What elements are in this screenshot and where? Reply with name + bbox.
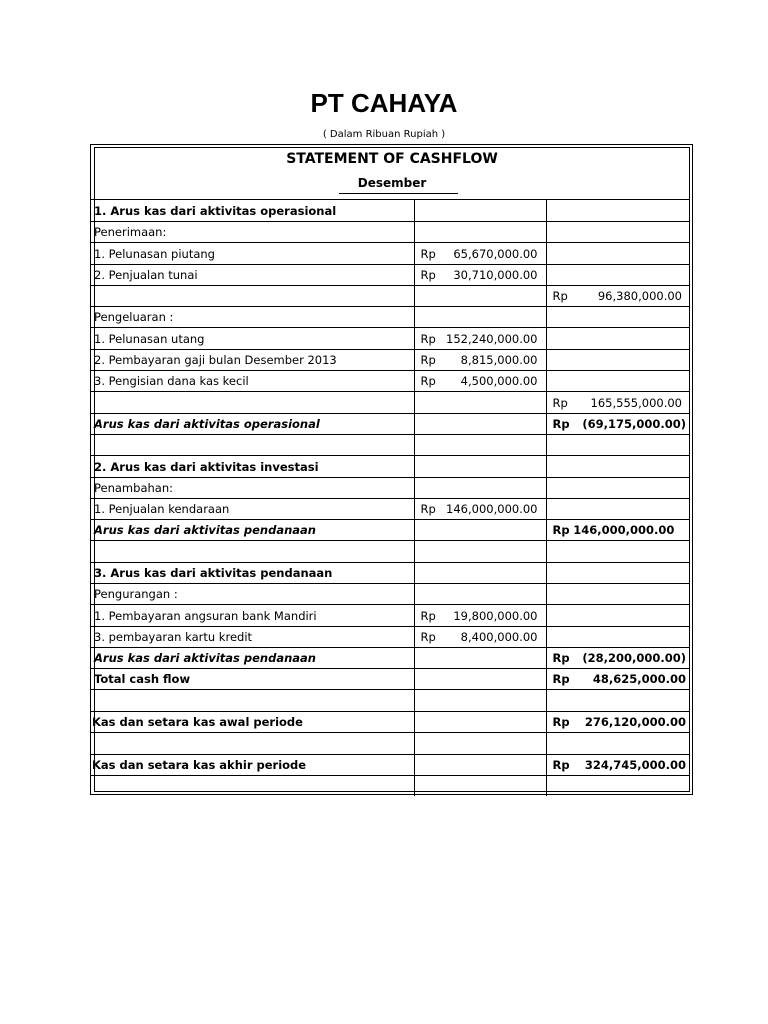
section-header-pendanaan: 3. Arus kas dari aktivitas pendanaan <box>91 563 414 584</box>
penjualan-kendaraan-label: 1. Penjualan kendaraan <box>91 499 414 520</box>
currency-label: Rp <box>420 374 436 388</box>
kas-kecil-amount: 4,500,000.00 <box>460 374 538 388</box>
currency-label: Rp <box>420 268 436 282</box>
pelunasan-piutang-label: 1. Pelunasan piutang <box>91 243 414 265</box>
table-row <box>91 435 690 456</box>
table-row <box>91 648 690 669</box>
section-header-operasional: 1. Arus kas dari aktivitas operasional <box>91 200 414 222</box>
gaji-label: 2. Pembayaran gaji bulan Desember 2013 <box>91 350 414 371</box>
table-row <box>91 307 690 328</box>
penerimaan-label: Penerimaan: <box>91 222 414 243</box>
gaji-amount: 8,815,000.00 <box>460 353 538 367</box>
table-row <box>91 669 690 690</box>
currency-label: Rp <box>420 502 436 516</box>
currency-label: Rp <box>552 672 570 686</box>
table-row <box>91 627 690 648</box>
currency-label: Rp <box>420 246 436 261</box>
table-row <box>91 456 690 478</box>
inv-net-label: Arus kas dari aktivitas pendanaan <box>91 520 414 541</box>
period-underline <box>339 193 458 194</box>
total-penerimaan-amount: 96,380,000.00 <box>597 289 682 303</box>
table-row <box>91 222 690 243</box>
statement-title: STATEMENT OF CASHFLOW <box>286 151 498 167</box>
table-row <box>91 690 690 712</box>
kartu-kredit-label: 3. pembayaran kartu kredit <box>91 627 414 648</box>
table-row <box>91 392 690 414</box>
kas-kecil-label: 3. Pengisian dana kas kecil <box>91 371 414 392</box>
angsuran-bank-amount: 19,800,000.00 <box>453 608 538 623</box>
period-label: Desember <box>357 176 427 190</box>
total-pengeluaran-amount: 165,555,000.00 <box>590 395 682 410</box>
kas-akhir-label: Kas dan setara kas akhir periode <box>91 755 414 776</box>
pelunasan-utang-label: 1. Pelunasan utang <box>91 328 414 350</box>
currency-label: Rp <box>552 289 568 303</box>
currency-label: Rp <box>552 715 570 729</box>
table-row <box>91 414 690 435</box>
company-name: PT CAHAYA <box>310 88 458 118</box>
table-row <box>91 755 690 776</box>
unit-note: ( Dalam Ribuan Rupiah ) <box>322 129 446 140</box>
currency-label: Rp <box>552 523 570 537</box>
table-row <box>91 200 690 222</box>
penjualan-kendaraan-amount: 146,000,000.00 <box>446 502 538 516</box>
penambahan-label: Penambahan: <box>91 478 414 499</box>
currency-label: Rp <box>552 417 570 431</box>
kas-awal-label: Kas dan setara kas awal periode <box>91 712 414 733</box>
op-net-label: Arus kas dari aktivitas operasional <box>91 414 414 435</box>
pelunasan-utang-amount: 152,240,000.00 <box>446 331 538 346</box>
pengeluaran-label: Pengeluaran : <box>91 307 414 328</box>
fin-net-label: Arus kas dari aktivitas pendanaan <box>91 648 414 669</box>
kas-awal-amount: 276,120,000.00 <box>584 715 686 729</box>
cashflow-table <box>91 199 690 796</box>
table-row <box>91 328 690 350</box>
pelunasan-piutang-amount: 65,670,000.00 <box>453 246 538 261</box>
currency-label: Rp <box>552 395 568 410</box>
currency-label: Rp <box>420 331 436 346</box>
table-row <box>91 776 690 796</box>
table-row <box>91 712 690 733</box>
inv-net-amount: 146,000,000.00 <box>573 523 675 537</box>
penjualan-tunai-amount: 30,710,000.00 <box>453 268 538 282</box>
penjualan-tunai-label: 2. Penjualan tunai <box>91 265 414 286</box>
table-row <box>91 520 690 541</box>
currency-label: Rp <box>552 758 570 772</box>
table-row <box>91 733 690 755</box>
op-net-amount: (69,175,000.00) <box>582 417 686 431</box>
section-header-investasi: 2. Arus kas dari aktivitas investasi <box>91 456 414 478</box>
total-cash-flow-amount: 48,625,000.00 <box>592 672 686 686</box>
table-row <box>91 371 690 392</box>
kartu-kredit-amount: 8,400,000.00 <box>460 630 538 644</box>
pengurangan-label: Pengurangan : <box>91 584 414 605</box>
table-row <box>91 541 690 563</box>
table-row <box>91 478 690 499</box>
table-row <box>91 265 690 286</box>
kas-akhir-amount: 324,745,000.00 <box>584 758 686 772</box>
table-row <box>91 243 690 265</box>
fin-net-amount: (28,200,000.00) <box>582 651 686 665</box>
table-row <box>91 286 690 307</box>
table-row <box>91 563 690 584</box>
angsuran-bank-label: 1. Pembayaran angsuran bank Mandiri <box>91 605 414 627</box>
table-row <box>91 350 690 371</box>
table-row <box>91 605 690 627</box>
currency-label: Rp <box>420 630 436 644</box>
currency-label: Rp <box>420 353 436 367</box>
currency-label: Rp <box>420 608 436 623</box>
table-row <box>91 499 690 520</box>
total-cash-flow-label: Total cash flow <box>91 669 414 690</box>
currency-label: Rp <box>552 651 570 665</box>
table-row <box>91 584 690 605</box>
